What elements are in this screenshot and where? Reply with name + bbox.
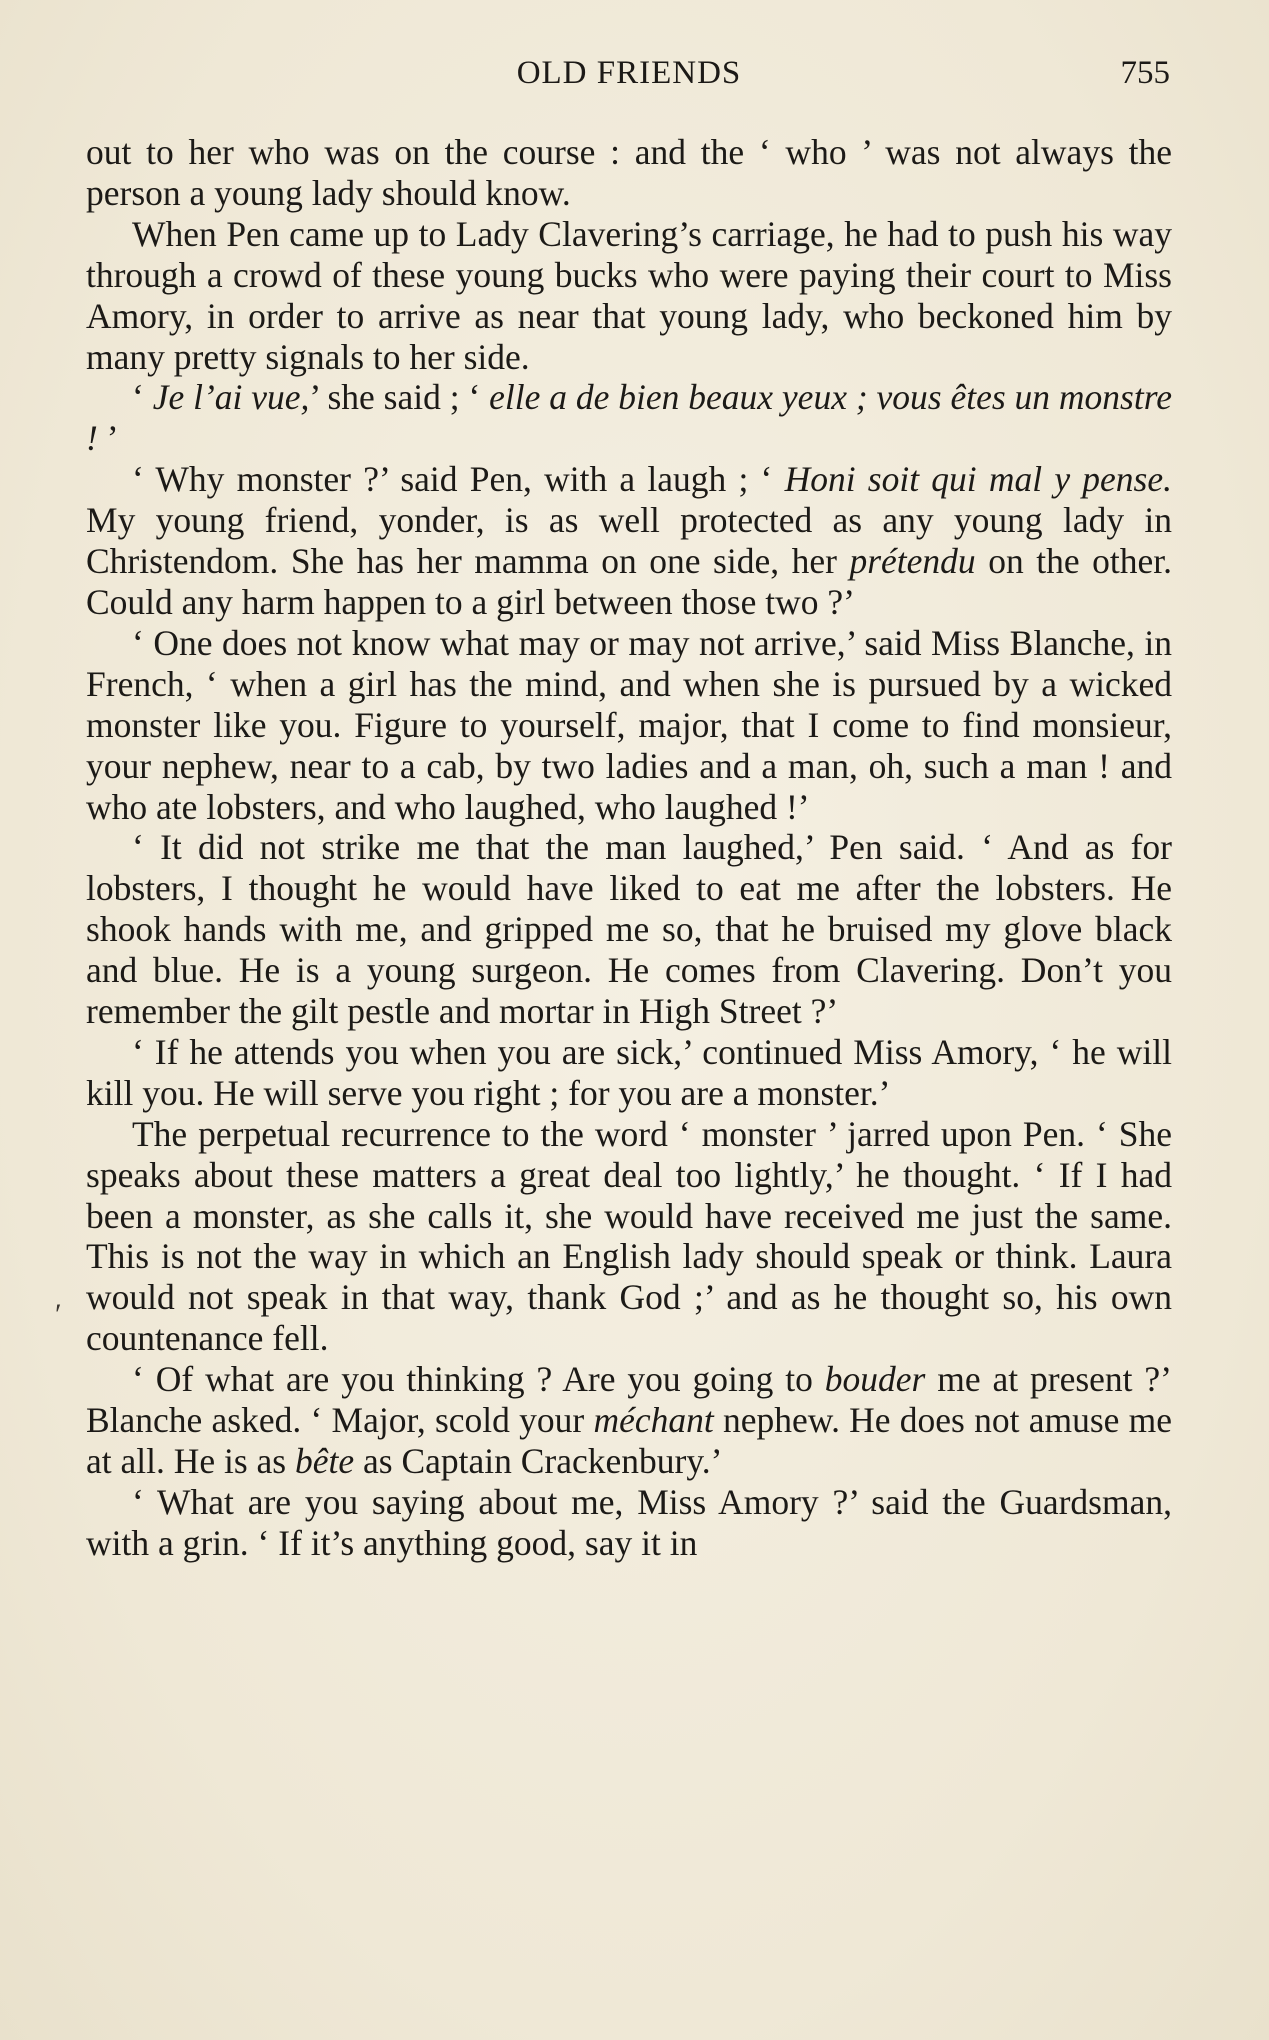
text-run: nephew. He does not amuse me at all. He is as	[86, 1400, 1172, 1481]
text-run: ‘ Of what are you thinking ? Are you going to	[132, 1359, 825, 1400]
running-title: OLD FRIENDS	[516, 55, 742, 91]
text-run: The perpetual recurrence to the word ‘ monster ’ jarred upon Pen. ‘ She speaks about these matters a great deal too lightly,’ he thought. ‘ If I had been a monster, as she calls it, she would have received me just the same. This is not the way in which an English lady should speak or think. Laura would not speak in that way, thank God ;’ and as he thought so, his own countenance fell.	[86, 1113, 1172, 1359]
paragraph	[86, 459, 1172, 623]
italic-phrase: bête	[295, 1441, 355, 1481]
margin-mark: ′	[55, 1298, 62, 1331]
text-run: When Pen came up to Lady Clavering’s carriage, he had to push his way through a crowd of these young bucks who were paying their court to Miss Amory, in order to arrive as near that young lady, who beckoned him by many pretty signals to her side.	[86, 213, 1172, 377]
text-run: ‘	[132, 377, 153, 418]
paragraph	[86, 132, 1172, 214]
paragraph	[86, 827, 1172, 1032]
italic-phrase: méchant	[593, 1400, 714, 1441]
paragraph	[86, 623, 1172, 828]
page-number: 755	[1120, 55, 1170, 91]
italic-phrase: Honi soit qui mal y pense.	[784, 459, 1173, 500]
paragraph	[86, 1359, 1172, 1482]
text-run: ‘ Why monster ?’ said Pen, with a laugh ; ‘	[132, 459, 785, 500]
body-text	[86, 132, 1172, 1564]
text-run: out to her who was on the course : and the ‘ who ’ was not always the person a young lady should know.	[86, 132, 1172, 213]
text-run: ‘ What are you saying about me, Miss Amory ?’ said the Guardsman, with a grin. ‘ If it’s anything good, say it in	[86, 1481, 1172, 1563]
text-run: as Captain Crackenbury.’	[354, 1441, 723, 1481]
text-run: me at present ?’ Blanche asked. ‘ Major, scold your	[86, 1359, 1172, 1441]
running-head	[88, 52, 1170, 94]
text-run: on the other. Could any harm happen to a girl between those two ?’	[86, 541, 1172, 622]
paragraph	[86, 377, 1172, 459]
text-run: ’	[97, 418, 119, 459]
paragraph	[86, 1114, 1172, 1359]
italic-phrase: bouder	[824, 1359, 926, 1400]
paragraph	[86, 214, 1172, 378]
text-run: ’ she said ; ‘	[309, 377, 490, 418]
text-run: ‘ It did not strike me that the man laughed,’ Pen said. ‘ And as for lobsters, I thought he would have liked to eat me after the lobsters. He shook hands with me, and gripped me so, that he bruised my glove black and blue. He is a young surgeon. He comes from Clavering. Don’t you remember the gilt pestle and mortar in High Street ?’	[86, 827, 1172, 1032]
text-run: ‘ One does not know what may or may not arrive,’ said Miss Blanche, in French, ‘ when a girl has the mind, and when she is pursued by a wicked monster like you. Figure to yourself, major, that I come to find monsieur, your nephew, near to a cab, by two ladies and a man, oh, such a man ! and who ate lobsters, and who laughed, who laughed !’	[86, 622, 1172, 827]
text-run: ‘ If he attends you when you are sick,’ continued Miss Amory, ‘ he will kill you. He will serve you right ; for you are a monster.’	[86, 1031, 1172, 1113]
italic-phrase: Je l’ai vue,	[152, 377, 310, 418]
italic-phrase: elle a de bien beaux yeux ; vous êtes un monstre !	[86, 377, 1172, 459]
italic-phrase: prétendu	[849, 541, 976, 582]
text-run: My young friend, yonder, is as well protected as any young lady in Christendom. She has her mamma on one side, her	[86, 500, 1172, 582]
paragraph	[86, 1032, 1172, 1114]
paragraph	[86, 1482, 1172, 1564]
